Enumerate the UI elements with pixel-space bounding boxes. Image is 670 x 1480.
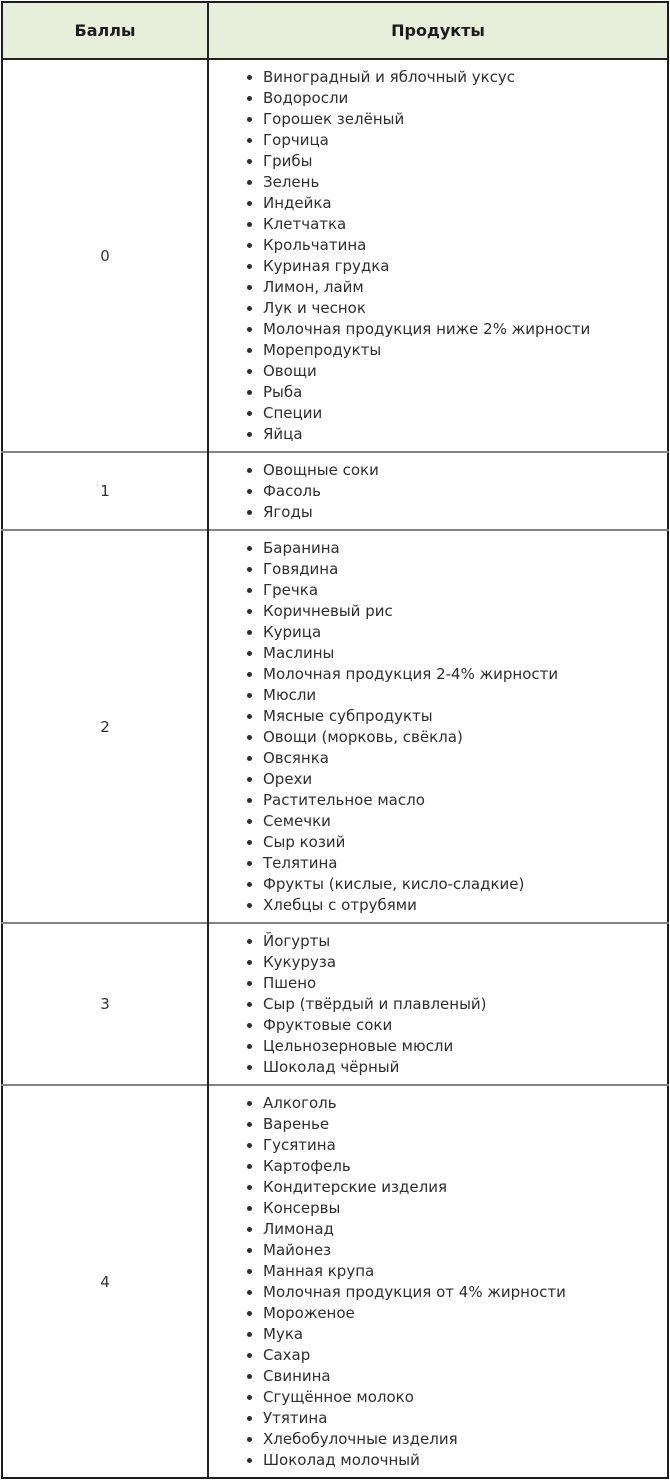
product-item: • Фруктовые соки: [263, 1015, 657, 1036]
product-item: • Сыр (твёрдый и плавленый): [263, 994, 657, 1015]
product-item: • Хлебобулочные изделия: [263, 1429, 657, 1450]
product-item: • Сыр козий: [263, 832, 657, 853]
products-cell: [208, 1085, 668, 1478]
product-item: • Рыба: [263, 382, 657, 403]
products-cell: [208, 59, 668, 452]
product-item: • Шоколад молочный: [263, 1450, 657, 1471]
product-item: • Клетчатка: [263, 214, 657, 235]
table-body: [2, 59, 668, 1478]
product-item: • Гусятина: [263, 1135, 657, 1156]
product-item: • Виноградный и яблочный уксус: [263, 67, 657, 88]
table-row: [2, 1085, 668, 1478]
product-list: [209, 67, 657, 445]
product-item: • Водоросли: [263, 88, 657, 109]
score-cell: 0: [100, 246, 110, 265]
product-item: • Алкоголь: [263, 1093, 657, 1114]
product-item: • Манная крупа: [263, 1261, 657, 1282]
products-cell: [208, 923, 668, 1085]
table-row: [2, 530, 668, 923]
product-item: • Молочная продукция от 4% жирности: [263, 1282, 657, 1303]
header-score: Баллы: [2, 2, 208, 59]
product-item: • Сгущённое молоко: [263, 1387, 657, 1408]
product-item: • Цельнозерновые мюсли: [263, 1036, 657, 1057]
product-item: • Ягоды: [263, 502, 657, 523]
product-item: • Овощи (морковь, свёкла): [263, 727, 657, 748]
product-item: • Грибы: [263, 151, 657, 172]
product-item: • Баранина: [263, 538, 657, 559]
product-item: • Горошек зелёный: [263, 109, 657, 130]
product-item: • Лук и чеснок: [263, 298, 657, 319]
product-item: • Кондитерские изделия: [263, 1177, 657, 1198]
product-item: • Овсянка: [263, 748, 657, 769]
product-item: • Пшено: [263, 973, 657, 994]
product-item: • Молочная продукция 2-4% жирности: [263, 664, 657, 685]
product-item: • Коричневый рис: [263, 601, 657, 622]
product-item: • Яйца: [263, 424, 657, 445]
product-item: • Йогурты: [263, 931, 657, 952]
products-cell: [208, 530, 668, 923]
table-row: [2, 59, 668, 452]
header-products: Продукты: [208, 2, 668, 59]
product-item: • Овощи: [263, 361, 657, 382]
product-list: [209, 538, 657, 916]
product-list: [209, 460, 657, 523]
product-item: • Гречка: [263, 580, 657, 601]
product-item: • Маслины: [263, 643, 657, 664]
product-list: [209, 931, 657, 1078]
products-cell: [208, 452, 668, 530]
product-item: • Специи: [263, 403, 657, 424]
product-item: • Мясные субпродукты: [263, 706, 657, 727]
product-list: [209, 1093, 657, 1471]
score-cell: 2: [2, 530, 208, 923]
product-item: • Семечки: [263, 811, 657, 832]
product-item: • Варенье: [263, 1114, 657, 1135]
product-item: • Кукуруза: [263, 952, 657, 973]
product-item: • Шоколад чёрный: [263, 1057, 657, 1078]
product-item: • Морепродукты: [263, 340, 657, 361]
product-item: • Мороженое: [263, 1303, 657, 1324]
product-item: • Картофель: [263, 1156, 657, 1177]
table-header: [2, 2, 668, 59]
product-item: • Хлебцы с отрубями: [263, 895, 657, 916]
product-item: • Утятина: [263, 1408, 657, 1429]
header-row: [2, 2, 668, 59]
product-item: • Лимонад: [263, 1219, 657, 1240]
product-item: • Мука: [263, 1324, 657, 1345]
table-row: [2, 923, 668, 1085]
product-item: • Сахар: [263, 1345, 657, 1366]
product-item: • Молочная продукция ниже 2% жирности: [263, 319, 657, 340]
score-cell: 3: [2, 923, 208, 1085]
product-item: • Консервы: [263, 1198, 657, 1219]
product-item: • Фрукты (кислые, кисло-сладкие): [263, 874, 657, 895]
product-item: • Индейка: [263, 193, 657, 214]
product-item: • Мюсли: [263, 685, 657, 706]
product-item: • Свинина: [263, 1366, 657, 1387]
product-item: • Крольчатина: [263, 235, 657, 256]
product-item: • Растительное масло: [263, 790, 657, 811]
product-item: • Куриная грудка: [263, 256, 657, 277]
product-item: • Майонез: [263, 1240, 657, 1261]
product-item: • Горчица: [263, 130, 657, 151]
product-item: • Говядина: [263, 559, 657, 580]
score-cell: 1: [2, 452, 208, 530]
product-item: • Фасоль: [263, 481, 657, 502]
score-cell: 4: [2, 1085, 208, 1478]
product-item: • Курица: [263, 622, 657, 643]
product-item: • Орехи: [263, 769, 657, 790]
product-item: • Зелень: [263, 172, 657, 193]
product-item: • Овощные соки: [263, 460, 657, 481]
product-item: • Телятина: [263, 853, 657, 874]
food-score-table: [1, 1, 669, 1479]
product-item: • Лимон, лайм: [263, 277, 657, 298]
table-row: [2, 452, 668, 530]
